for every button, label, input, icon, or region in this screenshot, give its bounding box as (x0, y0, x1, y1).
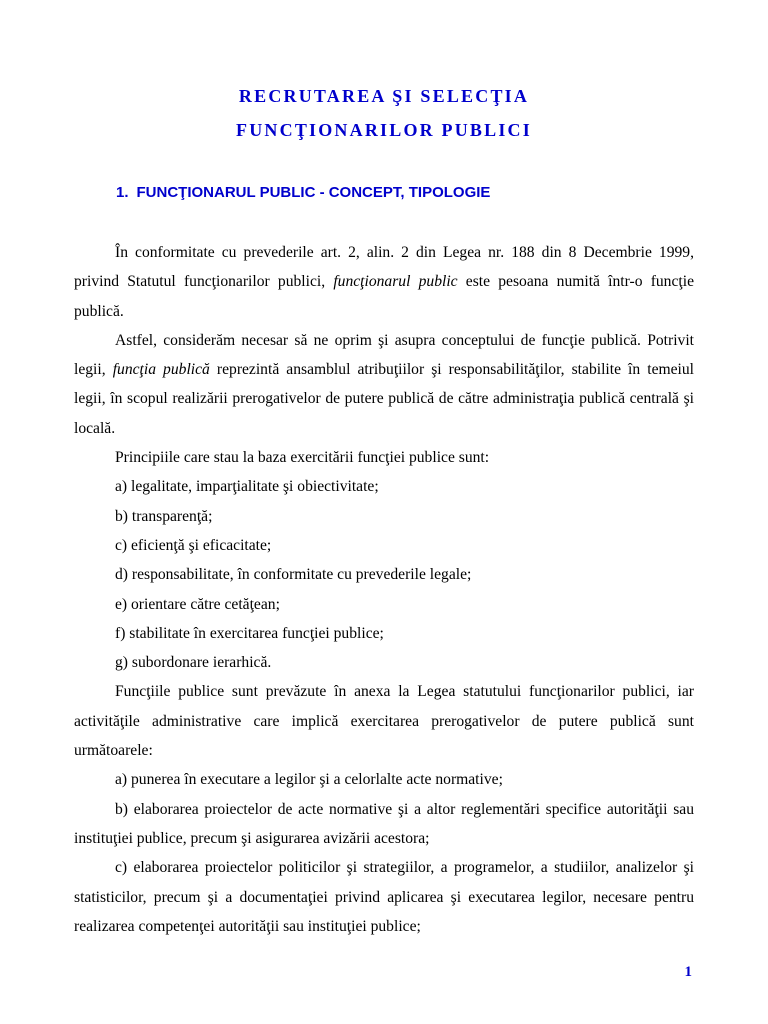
paragraph-activities-intro: Funcţiile publice sunt prevăzute în anexa la Legea statutului funcţionarilor publici, iar activităţile administrative care implică exercitarea prerogativelor de putere publică sunt următoarele: (74, 683, 694, 760)
paragraph-text: este pesoana numită într-o funcţie publică. (74, 273, 694, 320)
list-item-principle: g) subordonare ierarhică. (115, 654, 272, 672)
list-item-principle: c) eficienţă şi eficacitate; (115, 536, 272, 554)
list-item-principle: b) transparenţă; (115, 507, 213, 525)
paragraph-text: reprezintă ansamblul atribuţiilor şi responsabilităţilor, stabilite în temeiul legii, în scopul realizării prerogativelor de putere publică de către administraţia publică centrală şi locală. (74, 361, 695, 437)
list-item-activity: c) elaborarea proiectelor politicilor şi strategiilor, a programelor, a studiilor, analizelor şi statisticilor, precum şi a documentaţiei privind aplicarea şi executarea legilor, necesare pentru realizarea competenţei autorităţii sau instituţiei publice; (74, 859, 694, 935)
emphasized-term: funcţionarul public (333, 273, 458, 291)
section-title: FUNCŢIONARUL PUBLIC - CONCEPT, TIPOLOGIE (136, 184, 491, 201)
page-number: 1 (684, 964, 692, 980)
document-title-line-1: RECRUTAREA ŞI SELECŢIA (238, 86, 530, 106)
list-item-activity: a) punerea în executare a legilor şi a celorlalte acte normative; (115, 771, 503, 789)
document-body (74, 238, 694, 941)
section-heading (116, 184, 490, 201)
section-number: 1. (116, 184, 129, 201)
emphasized-term: funcţia publică (112, 361, 210, 379)
paragraph-definition-public-function (74, 326, 694, 443)
list-item-principle: a) legalitate, imparţialitate şi obiectivitate; (115, 478, 379, 496)
paragraph-text: În conformitate cu prevederile art. 2, alin. 2 din Legea nr. 188 din 8 Decembrie 1999, privind Statutul funcţionarilor publici, (74, 244, 694, 291)
list-item-activity: b) elaborarea proiectelor de acte normative şi a altor reglementări specifice autorităţii sau instituţiei publice, precum şi asigurarea avizării acestora; (74, 800, 694, 847)
list-item-principle: d) responsabilitate, în conformitate cu prevederile legale; (115, 566, 472, 584)
paragraph-principles-intro: Principiile care stau la baza exercitării funcţiei publice sunt: (115, 449, 490, 467)
paragraph-definition-civil-servant (74, 238, 694, 326)
document-title-line-2: FUNCŢIONARILOR PUBLICI (236, 120, 532, 140)
paragraph-text: Astfel, considerăm necesar să ne oprim şi asupra conceptului de funcţie publică. Potrivit legii, (74, 331, 694, 379)
list-item-principle: e) orientare către cetăţean; (115, 595, 280, 613)
list-item-principle: f) stabilitate în exercitarea funcţiei publice; (115, 624, 384, 642)
